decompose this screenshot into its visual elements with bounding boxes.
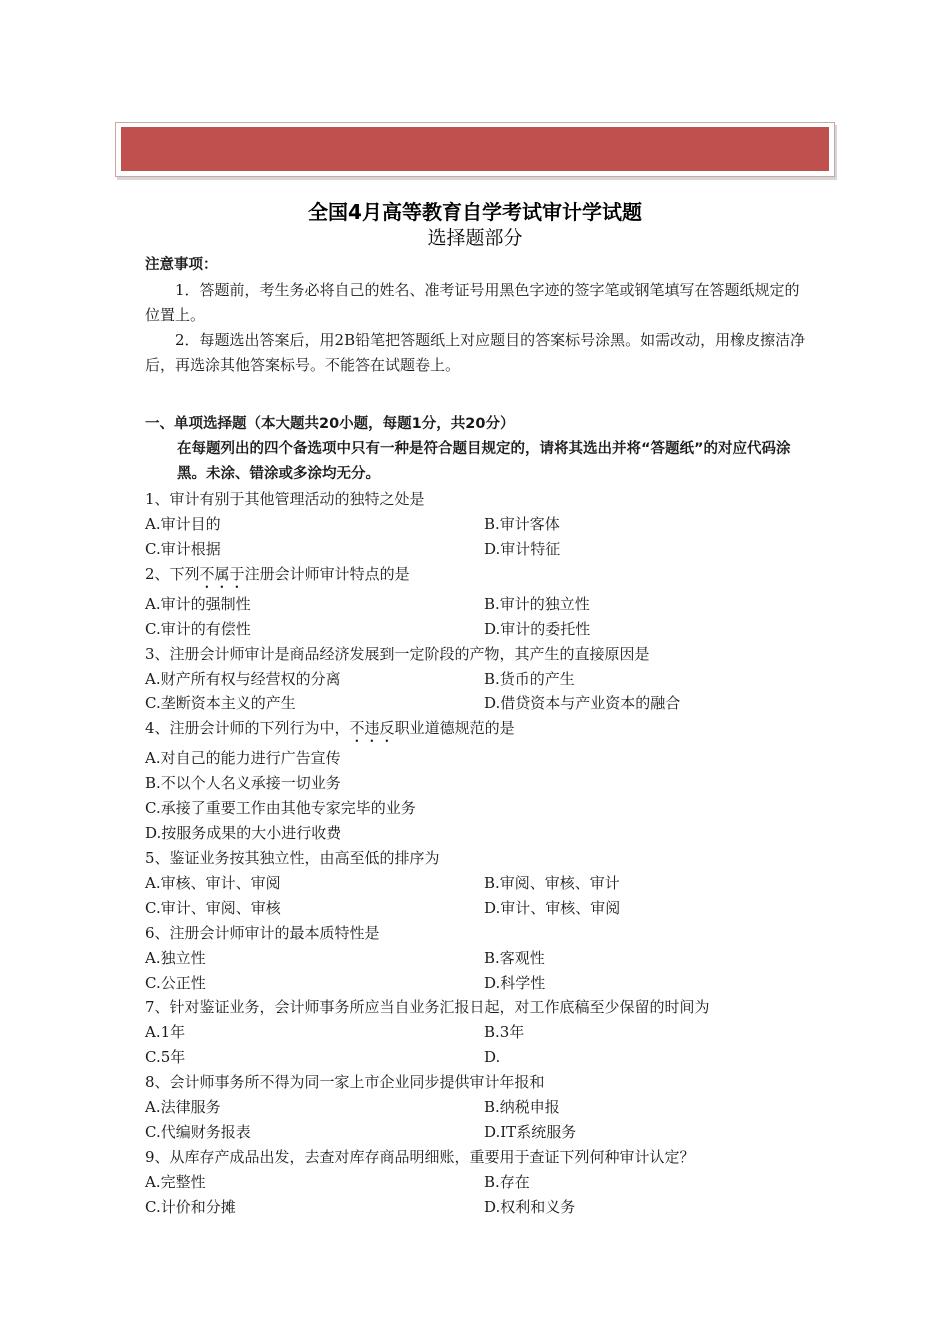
option-b: B.不以个人名义承接一切业务: [145, 774, 341, 793]
option-d: D.IT系统服务: [484, 1122, 577, 1141]
option-b: B.货币的产生: [484, 669, 575, 688]
emphasis-text: 不违反: [349, 719, 395, 738]
question-stem: 6、注册会计师审计的最本质特性是: [145, 923, 380, 942]
option-row: [145, 1045, 810, 1070]
option-a: A.法律服务: [145, 1098, 221, 1117]
option-c: C.代编财务报表: [145, 1122, 251, 1141]
option-d: D.借贷资本与产业资本的融合: [484, 694, 681, 713]
question-stem: 3、注册会计师审计是商品经济发展到一定阶段的产物，其产生的直接原因是: [145, 644, 650, 663]
option-row: [145, 691, 810, 716]
option-row: [145, 1170, 810, 1195]
notice-item-1: 1．答题前，考生务必将自己的姓名、准考证号用黑色字迹的签字笔或钢笔填写在答题纸规定的位置上。: [145, 280, 800, 324]
exam-subtitle: 选择题部分: [427, 227, 523, 249]
option-c: C.审计的有偿性: [145, 619, 251, 638]
notice-item-2: 2．每题选出答案后，用2B铅笔把答题纸上对应题目的答案标号涂黑。如需改动，用橡皮擦洁净后，再选涂其他答案标号。不能答在试题卷上。: [145, 330, 806, 374]
option-b: B.审阅、审核、审计: [484, 873, 620, 892]
option-a: A.独立性: [145, 948, 206, 967]
option-row: [145, 971, 810, 996]
section-title: 一、单项选择题（本大题共20小题，每题1分，共20分）: [145, 416, 515, 433]
option-d: D.科学性: [484, 973, 546, 992]
question-stem: 9、从库存产成品出发，去查对库存商品明细账，重要用于查证下列何种审计认定？: [145, 1147, 695, 1166]
option-b: B.纳税申报: [484, 1098, 560, 1117]
option-c: C.审计、审阅、审核: [145, 898, 281, 917]
exam-content: [145, 253, 810, 1220]
question-stem: 7、针对鉴证业务，会计师事务所应当自业务汇报日起，对工作底稿至少保留的时间为: [145, 998, 710, 1017]
header-banner-fill: [121, 127, 829, 171]
option-b: B.审计的独立性: [484, 594, 590, 613]
option-row: [145, 1195, 810, 1220]
header-banner: [115, 122, 835, 177]
exam-title: 全国4月高等教育自学考试审计学试题: [308, 200, 642, 224]
option-c: C.5年: [145, 1048, 186, 1067]
question-stem: 1、审计有别于其他管理活动的独特之处是: [145, 490, 425, 509]
option-d: D.审计的委托性: [484, 619, 591, 638]
option-b: B.存在: [484, 1172, 530, 1191]
option-row: [145, 617, 810, 642]
question-stem: 5、鉴证业务按其独立性，由高至低的排序为: [145, 849, 440, 868]
option-a: A.审计目的: [145, 515, 221, 534]
option-row: [145, 1120, 810, 1145]
option-c: C.公正性: [145, 973, 206, 992]
option-a: A.审计的强制性: [145, 594, 251, 613]
option-c: C.垄断资本主义的产生: [145, 694, 296, 713]
option-row: [145, 1020, 810, 1045]
option-a: A.对自己的能力进行广告宣传: [145, 749, 341, 768]
option-row: [145, 592, 810, 617]
option-row: [145, 537, 810, 562]
question-stem: 4、注册会计师的下列行为中，不违反职业道德规范的是: [145, 719, 515, 738]
option-d: D.审计、审核、审阅: [484, 898, 621, 917]
option-d: D.权利和义务: [484, 1197, 576, 1216]
option-d: D.: [484, 1048, 501, 1067]
option-a: A.审核、审计、审阅: [145, 873, 281, 892]
option-row: [145, 946, 810, 971]
notice-heading: 注意事项：: [145, 257, 218, 273]
option-row: [145, 871, 810, 896]
emphasis-text: 不属于: [199, 564, 245, 583]
option-c: C.承接了重要工作由其他专家完毕的业务: [145, 799, 416, 818]
option-row: [145, 896, 810, 921]
option-row: [145, 512, 810, 537]
option-a: A.1年: [145, 1023, 186, 1042]
option-a: A.完整性: [145, 1172, 206, 1191]
option-d: D.按服务成果的大小进行收费: [145, 824, 342, 843]
section-instruction: 在每题列出的四个备选项中只有一种是符合题目规定的，请将其选出并将“答题纸”的对应代码涂黑。未涂、错涂或多涂均无分。: [177, 441, 791, 483]
question-stem: 8、会计师事务所不得为同一家上市企业同步提供审计年报和: [145, 1073, 545, 1092]
question-stem: 2、下列不属于注册会计师审计特点的是: [145, 564, 410, 583]
option-row: [145, 667, 810, 692]
option-b: B.3年: [484, 1023, 525, 1042]
option-c: C.审计根据: [145, 539, 221, 558]
option-b: B.审计客体: [484, 515, 560, 534]
option-d: D.审计特征: [484, 539, 561, 558]
option-c: C.计价和分摊: [145, 1197, 236, 1216]
option-b: B.客观性: [484, 948, 545, 967]
option-row: [145, 1095, 810, 1120]
option-a: A.财产所有权与经营权的分离: [145, 669, 341, 688]
